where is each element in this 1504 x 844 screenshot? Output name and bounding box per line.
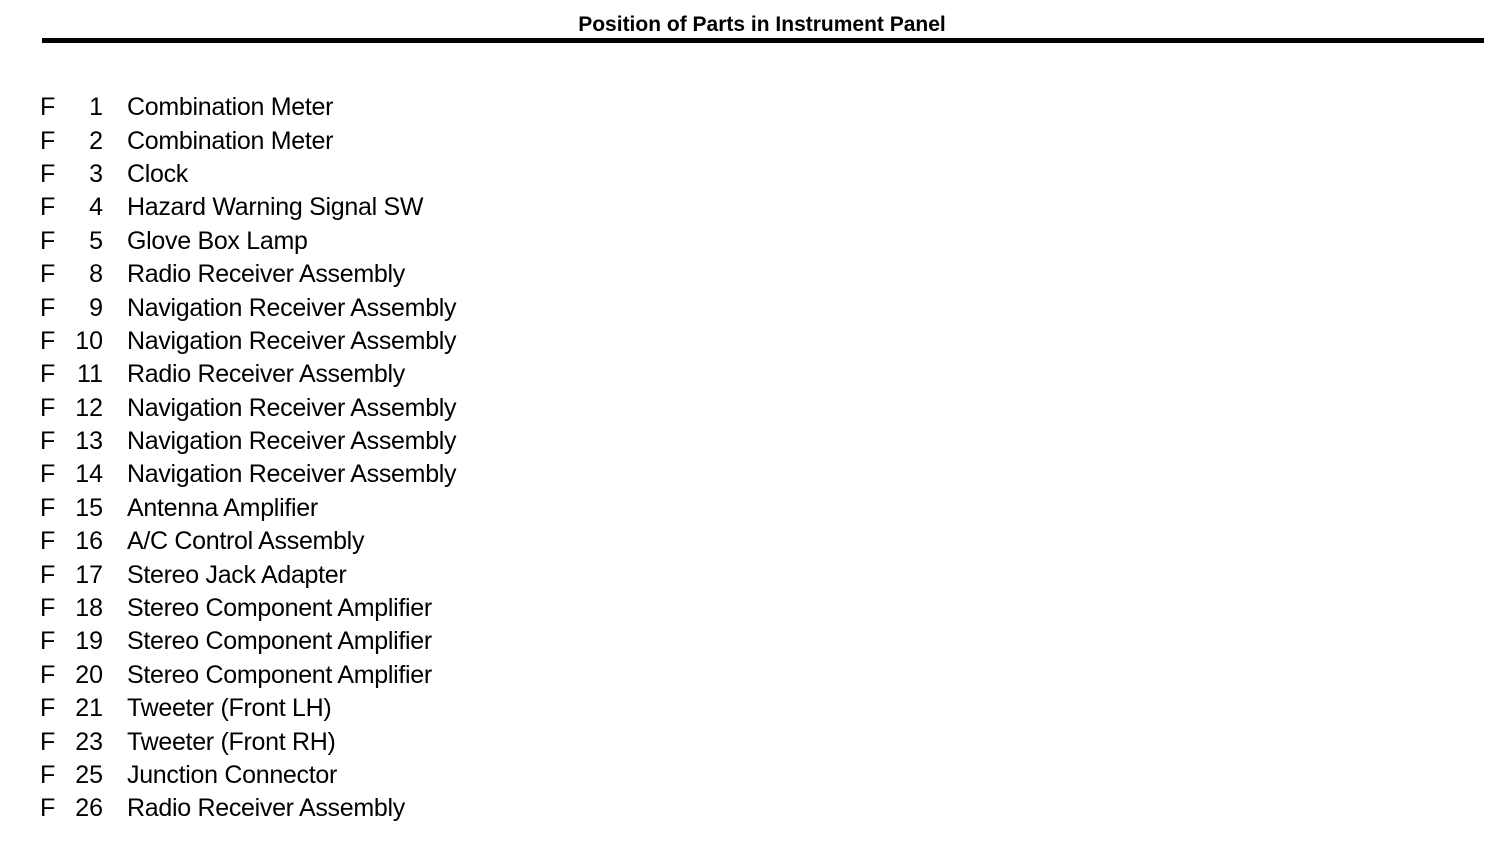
part-connector-number: 13 — [75, 427, 103, 456]
part-connector-letter: F — [40, 226, 56, 255]
part-connector-letter: F — [40, 727, 56, 756]
list-item — [40, 592, 456, 625]
part-connector-number: 10 — [75, 326, 103, 355]
list-item — [40, 225, 456, 258]
part-name: Junction Connector — [127, 761, 338, 789]
list-item — [40, 258, 456, 291]
part-connector-letter: F — [40, 159, 56, 188]
part-connector-letter: F — [40, 660, 56, 689]
part-connector-number: 4 — [89, 193, 103, 222]
part-connector-number: 14 — [75, 460, 103, 489]
part-name: Stereo Component Amplifier — [127, 594, 432, 623]
parts-list — [40, 91, 456, 826]
part-connector-letter: F — [40, 193, 56, 222]
part-connector-number: 9 — [89, 293, 103, 322]
part-connector-number: 16 — [75, 527, 103, 556]
part-name: Radio Receiver Assembly — [127, 260, 405, 289]
list-item — [40, 325, 456, 358]
part-name: Glove Box Lamp — [127, 226, 308, 255]
list-item — [40, 124, 456, 157]
part-connector-letter: F — [40, 594, 56, 623]
part-connector-letter: F — [40, 761, 56, 789]
part-name: Combination Meter — [127, 93, 334, 122]
list-item — [40, 392, 456, 425]
part-connector-number: 11 — [77, 360, 103, 389]
part-connector-number: 20 — [75, 660, 103, 689]
part-connector-number: 19 — [75, 627, 103, 656]
part-connector-letter: F — [40, 694, 56, 723]
part-connector-letter: F — [40, 460, 56, 489]
part-connector-number: 17 — [75, 560, 103, 589]
list-item — [40, 358, 456, 391]
list-item — [40, 725, 456, 758]
part-connector-number: 21 — [75, 694, 103, 723]
list-item — [40, 291, 456, 324]
list-item — [40, 625, 456, 658]
list-item — [40, 191, 456, 224]
part-connector-letter: F — [40, 560, 56, 589]
part-connector-number: 15 — [75, 493, 103, 522]
part-connector-letter: F — [40, 427, 56, 456]
list-item — [40, 525, 456, 558]
part-name: Stereo Jack Adapter — [127, 560, 347, 589]
list-item — [40, 492, 456, 525]
page-title: Position of Parts in Instrument Panel — [578, 13, 946, 36]
list-item — [40, 91, 456, 124]
list-item — [40, 558, 456, 591]
part-connector-number: 23 — [75, 727, 103, 756]
part-name: Navigation Receiver Assembly — [127, 427, 457, 456]
part-connector-letter: F — [40, 326, 56, 355]
part-name: Navigation Receiver Assembly — [127, 293, 457, 322]
part-connector-letter: F — [40, 93, 56, 122]
list-item — [40, 425, 456, 458]
part-connector-number: 25 — [75, 761, 103, 789]
part-name: A/C Control Assembly — [127, 527, 365, 556]
part-connector-letter: F — [40, 126, 56, 155]
part-connector-number: 1 — [89, 93, 103, 122]
part-name: Radio Receiver Assembly — [127, 360, 405, 389]
part-connector-number: 5 — [89, 226, 103, 255]
list-item — [40, 692, 456, 725]
list-item — [40, 158, 456, 191]
part-name: Hazard Warning Signal SW — [127, 193, 424, 222]
part-name: Navigation Receiver Assembly — [127, 393, 457, 422]
part-connector-letter: F — [40, 293, 56, 322]
part-name: Combination Meter — [127, 126, 334, 155]
part-name: Stereo Component Amplifier — [127, 627, 432, 656]
part-name: Stereo Component Amplifier — [127, 660, 432, 689]
part-name: Tweeter (Front RH) — [127, 727, 336, 756]
list-item — [40, 759, 456, 792]
title-rule — [42, 38, 1484, 43]
part-connector-number: 2 — [89, 126, 103, 155]
part-connector-letter: F — [40, 627, 56, 656]
part-name: Navigation Receiver Assembly — [127, 460, 457, 489]
part-connector-number: 26 — [75, 794, 103, 823]
part-name: Antenna Amplifier — [127, 493, 318, 522]
part-name: Tweeter (Front LH) — [127, 694, 332, 723]
part-name: Clock — [127, 159, 189, 188]
part-connector-number: 12 — [75, 393, 103, 422]
list-item — [40, 458, 456, 491]
part-connector-letter: F — [40, 527, 56, 556]
part-connector-number: 8 — [89, 260, 103, 289]
part-name: Radio Receiver Assembly — [127, 794, 405, 823]
part-connector-letter: F — [40, 360, 56, 389]
part-connector-number: 3 — [89, 159, 103, 188]
part-connector-letter: F — [40, 260, 56, 289]
part-connector-letter: F — [40, 393, 56, 422]
part-connector-letter: F — [40, 493, 56, 522]
list-item — [40, 659, 456, 692]
list-item — [40, 792, 456, 825]
part-connector-letter: F — [40, 794, 56, 823]
part-name: Navigation Receiver Assembly — [127, 326, 457, 355]
part-connector-number: 18 — [75, 594, 103, 623]
